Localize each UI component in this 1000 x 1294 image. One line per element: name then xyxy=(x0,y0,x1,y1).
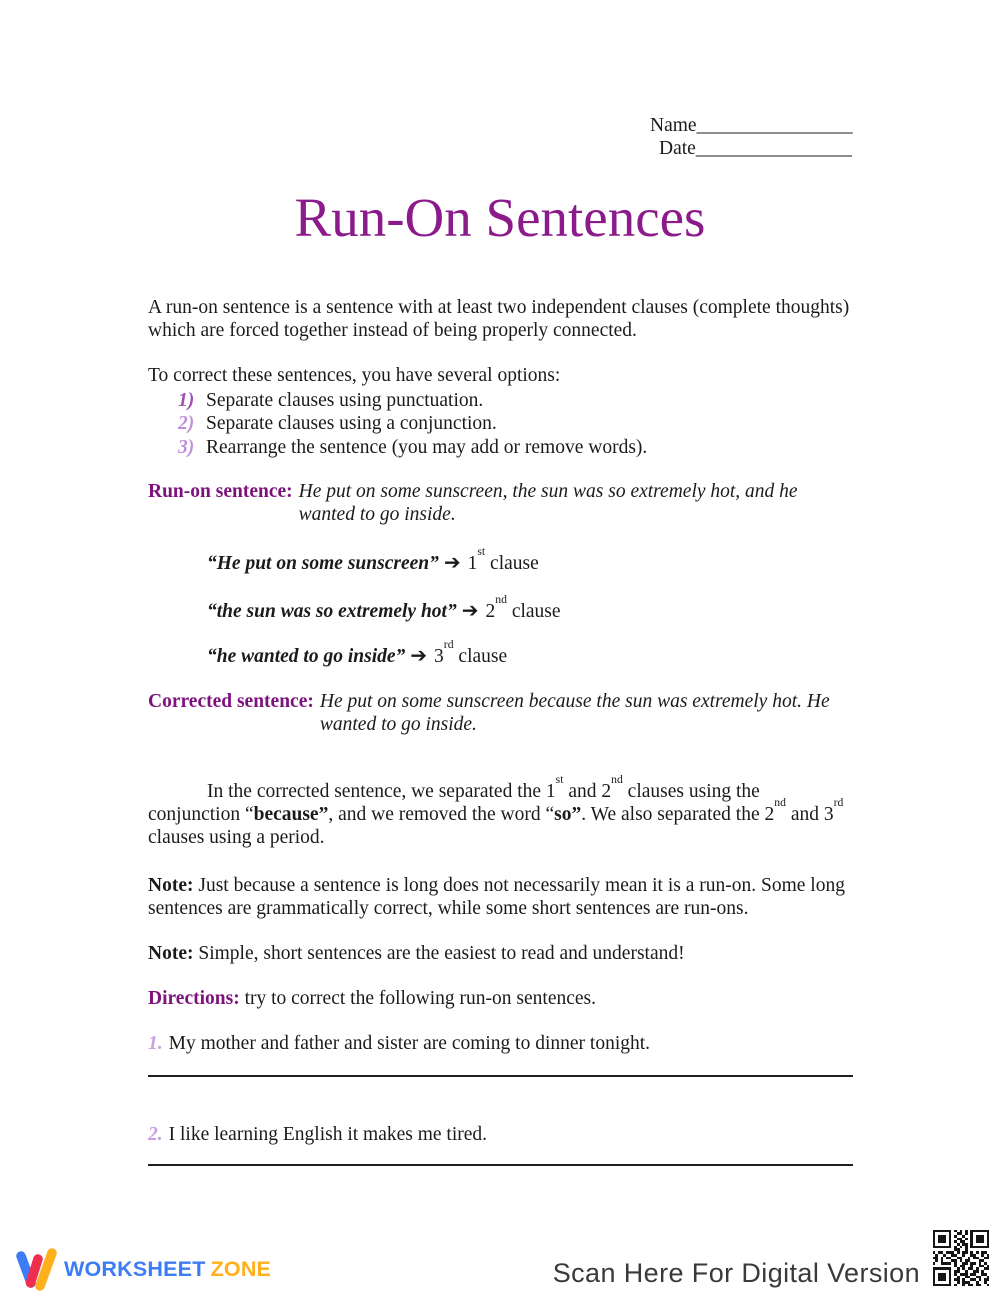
clause-quote: “He put on some sunscreen” xyxy=(207,553,439,574)
directions-text: try to correct the following run-on sentences. xyxy=(244,987,597,1009)
note-text: Just because a sentence is long does not necessarily mean it is a run-on. Some long sentences are grammatically correct, while some short sentences are run-ons. xyxy=(148,874,845,919)
option-text: Rearrange the sentence (you may add or remove words). xyxy=(206,436,648,458)
directions-label: Directions: xyxy=(148,987,240,1009)
qr-code xyxy=(933,1230,990,1287)
explanation-paragraph xyxy=(148,772,854,850)
name-blank: ________________ xyxy=(696,115,853,136)
clause-ordinal-suffix: rd xyxy=(443,638,454,652)
clause-ordinal: 2 xyxy=(485,601,496,622)
note-label: Note: xyxy=(148,942,194,964)
date-label: Date xyxy=(659,138,696,159)
explanation-text: In the corrected sentence, we separated the 1 xyxy=(207,780,556,802)
intro-paragraph: A run-on sentence is a sentence with at least two independent clauses (complete thoughts) which are forced together instead of being properly connected. xyxy=(148,296,850,341)
option-item xyxy=(148,389,854,412)
worksheetzone-logo-icon xyxy=(16,1246,60,1292)
explanation-text: clauses using a period. xyxy=(148,827,325,849)
option-number: 3) xyxy=(178,436,195,458)
answer-line-1 xyxy=(148,1075,853,1077)
clause-row-2 xyxy=(207,593,561,623)
right-arrow-icon: ➔ xyxy=(461,598,479,622)
ordinal-suffix: nd xyxy=(774,795,786,809)
option-item xyxy=(148,436,854,459)
explanation-text: and 3 xyxy=(785,803,834,825)
exercise-1 xyxy=(148,1032,854,1055)
clause-row-1 xyxy=(207,545,539,575)
note-text: Simple, short sentences are the easiest to read and understand! xyxy=(198,942,685,964)
clause-ordinal: 1 xyxy=(467,553,478,574)
logo-word-zone: ZONE xyxy=(210,1256,272,1281)
exercise-number: 2. xyxy=(148,1123,163,1145)
exercise-text: I like learning English it makes me tired. xyxy=(168,1123,488,1145)
answer-line-2 xyxy=(148,1164,853,1166)
exercise-2 xyxy=(148,1123,854,1146)
corrected-label: Corrected sentence: xyxy=(148,691,314,712)
options-intro: To correct these sentences, you have several options: xyxy=(148,364,561,386)
clause-word: clause xyxy=(490,553,539,574)
right-arrow-icon: ➔ xyxy=(410,643,428,667)
exercise-text: My mother and father and sister are coming to dinner tonight. xyxy=(168,1032,651,1054)
note-1 xyxy=(148,874,854,921)
bold-word-so: so” xyxy=(554,803,582,825)
worksheetzone-logo xyxy=(16,1246,271,1292)
clause-quote: “he wanted to go inside” xyxy=(207,646,406,667)
option-item xyxy=(148,412,854,435)
note-2 xyxy=(148,942,854,965)
scan-here-text: Scan Here For Digital Version xyxy=(552,1258,920,1288)
clause-word: clause xyxy=(511,601,561,622)
name-label: Name xyxy=(650,115,697,136)
ordinal-suffix: st xyxy=(555,772,564,786)
explanation-text: clauses using the conjunction “ xyxy=(148,780,760,825)
exercise-number: 1. xyxy=(148,1032,163,1054)
right-arrow-icon: ➔ xyxy=(443,550,461,574)
logo-word-worksheet: WORKSHEET xyxy=(64,1256,206,1281)
note-label: Note: xyxy=(148,874,194,896)
clause-ordinal-suffix: nd xyxy=(495,593,507,607)
page-title: Run-On Sentences xyxy=(294,187,706,248)
corrected-sentence-block xyxy=(148,690,855,737)
bold-word-because: because” xyxy=(253,803,329,825)
option-text: Separate clauses using a conjunction. xyxy=(206,413,497,435)
runon-text: He put on some sunscreen, the sun was so extremely hot, and he wanted to go inside. xyxy=(298,481,798,526)
clause-ordinal-suffix: st xyxy=(477,545,486,559)
directions-line xyxy=(148,987,854,1010)
clause-quote: “the sun was so extremely hot” xyxy=(207,601,457,622)
qr-code-wrap xyxy=(930,1227,992,1289)
runon-label: Run-on sentence: xyxy=(148,481,293,502)
corrected-text: He put on some sunscreen because the sun was extremely hot. He wanted to go inside. xyxy=(319,691,830,736)
ordinal-suffix: rd xyxy=(833,795,844,809)
ordinal-suffix: nd xyxy=(611,772,623,786)
option-number: 2) xyxy=(178,413,195,435)
option-text: Separate clauses using punctuation. xyxy=(206,390,484,411)
option-number: 1) xyxy=(178,390,195,411)
clause-ordinal: 3 xyxy=(434,646,444,667)
name-date-block xyxy=(650,114,853,160)
explanation-text: . We also separated the 2 xyxy=(581,803,775,825)
name-line xyxy=(650,114,853,137)
explanation-text: and 2 xyxy=(563,780,612,802)
date-blank: ________________ xyxy=(695,138,852,159)
clause-row-3 xyxy=(207,638,508,668)
options-list xyxy=(148,389,854,459)
clause-word: clause xyxy=(458,646,508,667)
explanation-text: , and we removed the word “ xyxy=(328,803,555,825)
logo-text xyxy=(64,1257,271,1282)
date-line xyxy=(650,137,853,160)
runon-sentence-block xyxy=(148,480,859,527)
